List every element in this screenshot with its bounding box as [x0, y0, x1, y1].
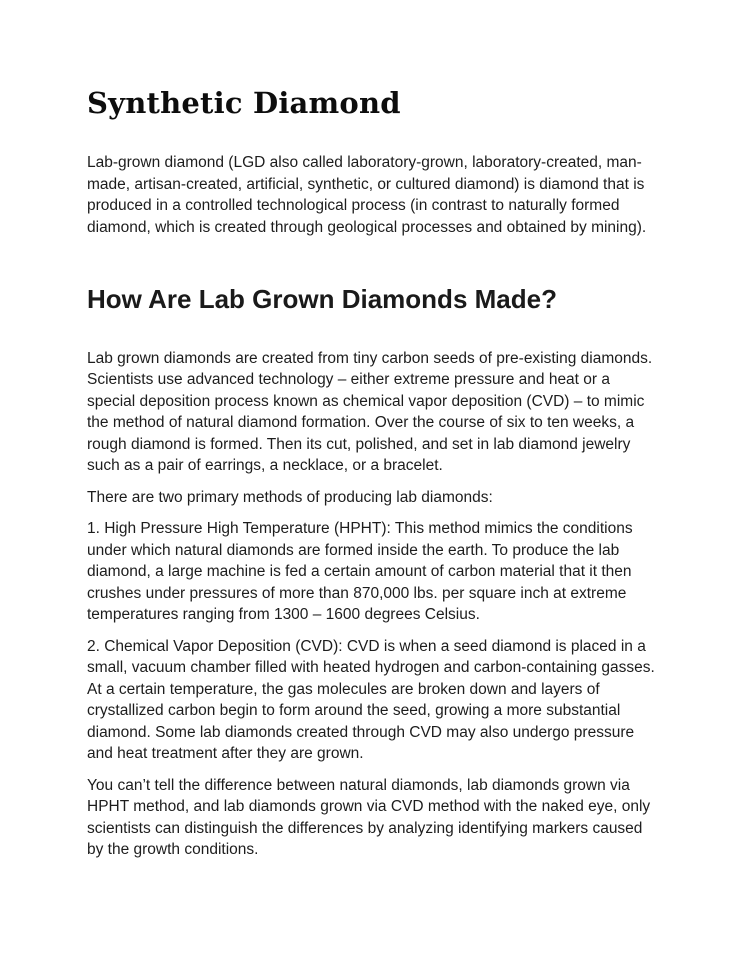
paragraph-how-made: Lab grown diamonds are created from tiny carbon seeds of pre-existing diamonds. Scientists use advanced technology – either extreme pressure and heat or a special deposition process known as chemical vapor deposition (CVD) – to mimic the method of natural diamond formation. Over the course of six to ten weeks, a rough diamond is formed. Then its cut, polished, and set in lab diamond jewelry such as a pair of earrings, a necklace, or a bracelet.: [87, 349, 653, 475]
paragraph-two-methods-lead: There are two primary methods of producing lab diamonds:: [87, 488, 493, 506]
paragraph-method-cvd: 2. Chemical Vapor Deposition (CVD): CVD is when a seed diamond is placed in a small, vacuum chamber filled with heated hydrogen and carbon-containing gasses. At a certain temperature, the gas molecules are broken down and layers of crystallized carbon begin to form around the seed, growing a more substantial diamond. Some lab diamonds created through CVD may also undergo pressure and heat treatment after they are grown.: [87, 637, 655, 763]
paragraph-difference: You can’t tell the difference between natural diamonds, lab diamonds grown via HPHT method, and lab diamonds grown via CVD method with the naked eye, only scientists can distinguish the differences by analyzing identifying markers caused by the growth conditions.: [87, 776, 651, 859]
paragraph-method-hpht: 1. High Pressure High Temperature (HPHT): This method mimics the conditions under which natural diamonds are formed inside the earth. To produce the lab diamond, a large machine is fed a certain amount of carbon material that it then crushes under pressures of more than 870,000 lbs. per square inch at extreme temperatures ranging from 1300 – 1600 degrees Celsius.: [87, 520, 633, 624]
intro-paragraph: Lab-grown diamond (LGD also called laboratory-grown, laboratory-created, man-made, artisan-created, artificial, synthetic, or cultured diamond) is diamond that is produced in a controlled technological process (in contrast to naturally formed diamond, which is created through geological processes and obtained by mining).: [87, 154, 647, 236]
section-heading: How Are Lab Grown Diamonds Made?: [87, 284, 557, 315]
document-title: Synthetic Diamond: [87, 86, 401, 120]
